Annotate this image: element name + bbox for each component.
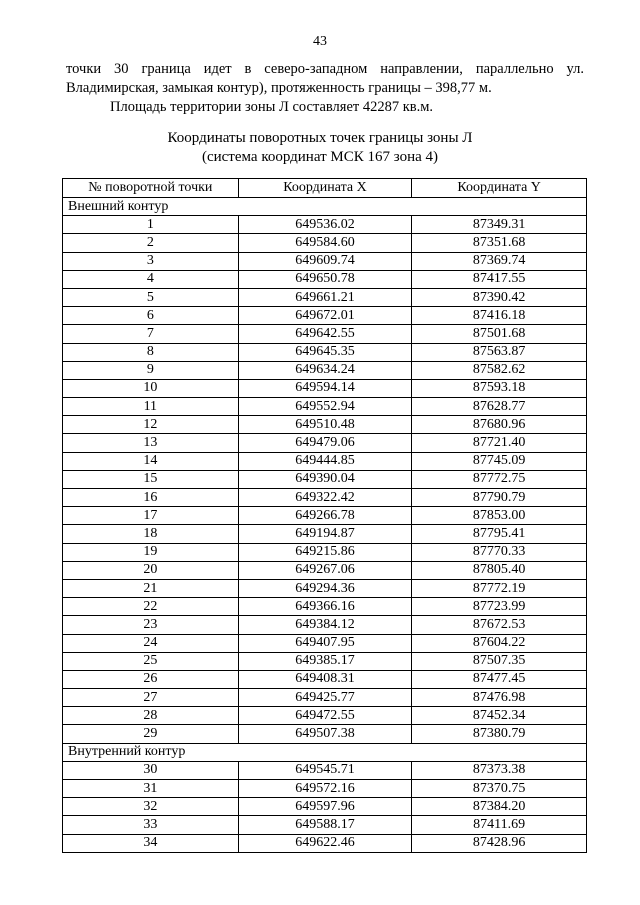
table-row <box>63 343 587 361</box>
point-number-cell: 21 <box>63 579 239 597</box>
point-number-cell: 27 <box>63 689 239 707</box>
coordinate-y-cell: 87593.18 <box>412 379 587 397</box>
table-row <box>63 543 587 561</box>
table-row <box>63 525 587 543</box>
point-number-cell: 30 <box>63 761 239 779</box>
coordinate-x-cell: 649572.16 <box>238 780 412 798</box>
coordinate-y-cell: 87369.74 <box>412 252 587 270</box>
coordinate-x-cell: 649507.38 <box>238 725 412 743</box>
table-body <box>63 198 587 853</box>
coordinate-x-cell: 649672.01 <box>238 307 412 325</box>
coordinate-y-cell: 87373.38 <box>412 761 587 779</box>
coordinate-x-cell: 649634.24 <box>238 361 412 379</box>
section-row <box>63 198 587 216</box>
coordinate-y-cell: 87723.99 <box>412 598 587 616</box>
section-title: Внутренний контур <box>63 743 587 761</box>
point-number-cell: 26 <box>63 670 239 688</box>
section-title: Внешний контур <box>63 198 587 216</box>
coordinate-x-cell: 649545.71 <box>238 761 412 779</box>
point-number-cell: 13 <box>63 434 239 452</box>
table-row <box>63 761 587 779</box>
coordinate-x-cell: 649267.06 <box>238 561 412 579</box>
coordinate-y-cell: 87417.55 <box>412 270 587 288</box>
caption-line-2: (система координат МСК 167 зона 4) <box>201 149 439 165</box>
table-caption <box>0 129 640 167</box>
coordinate-x-cell: 649661.21 <box>238 288 412 306</box>
point-number-cell: 29 <box>63 725 239 743</box>
coordinate-y-cell: 87853.00 <box>412 507 587 525</box>
point-number-cell: 20 <box>63 561 239 579</box>
point-number-cell: 11 <box>63 398 239 416</box>
point-number-cell: 7 <box>63 325 239 343</box>
coordinate-x-cell: 649642.55 <box>238 325 412 343</box>
coordinate-y-cell: 87628.77 <box>412 398 587 416</box>
coordinate-x-cell: 649322.42 <box>238 489 412 507</box>
point-number-cell: 16 <box>63 489 239 507</box>
table-row <box>63 616 587 634</box>
coordinate-y-cell: 87795.41 <box>412 525 587 543</box>
coordinate-x-cell: 649384.12 <box>238 616 412 634</box>
table-row <box>63 489 587 507</box>
coordinate-x-cell: 649444.85 <box>238 452 412 470</box>
coordinate-y-cell: 87772.19 <box>412 579 587 597</box>
table-row <box>63 507 587 525</box>
page-number: 43 <box>313 34 327 49</box>
coordinate-y-cell: 87380.79 <box>412 725 587 743</box>
coordinate-y-cell: 87672.53 <box>412 616 587 634</box>
table-row <box>63 252 587 270</box>
table-row <box>63 780 587 798</box>
table-row <box>63 834 587 852</box>
header-coordinate-y: Координата Y <box>412 179 587 198</box>
coordinate-y-cell: 87790.79 <box>412 489 587 507</box>
coordinate-x-cell: 649407.95 <box>238 634 412 652</box>
header-coordinate-x: Координата X <box>238 179 412 198</box>
point-number-cell: 22 <box>63 598 239 616</box>
coordinate-x-cell: 649597.96 <box>238 798 412 816</box>
point-number-cell: 6 <box>63 307 239 325</box>
table-row <box>63 816 587 834</box>
coordinate-y-cell: 87721.40 <box>412 434 587 452</box>
coordinate-y-cell: 87370.75 <box>412 780 587 798</box>
coordinate-y-cell: 87604.22 <box>412 634 587 652</box>
coordinate-x-cell: 649479.06 <box>238 434 412 452</box>
coordinate-x-cell: 649536.02 <box>238 216 412 234</box>
point-number-cell: 14 <box>63 452 239 470</box>
section-row <box>63 743 587 761</box>
zone-area-paragraph: Площадь территории зоны Л составляет 42287 кв.м. <box>110 99 434 115</box>
coordinate-y-cell: 87476.98 <box>412 689 587 707</box>
table-row <box>63 579 587 597</box>
table-row <box>63 307 587 325</box>
point-number-cell: 19 <box>63 543 239 561</box>
table-row <box>63 325 587 343</box>
coordinate-y-cell: 87680.96 <box>412 416 587 434</box>
point-number-cell: 33 <box>63 816 239 834</box>
point-number-cell: 8 <box>63 343 239 361</box>
coordinate-x-cell: 649609.74 <box>238 252 412 270</box>
table-row <box>63 416 587 434</box>
coordinate-x-cell: 649366.16 <box>238 598 412 616</box>
coordinate-x-cell: 649650.78 <box>238 270 412 288</box>
coordinate-x-cell: 649294.36 <box>238 579 412 597</box>
point-number-cell: 23 <box>63 616 239 634</box>
table-row <box>63 689 587 707</box>
table-row <box>63 798 587 816</box>
table-row <box>63 634 587 652</box>
point-number-cell: 31 <box>63 780 239 798</box>
table-row <box>63 216 587 234</box>
coordinate-y-cell: 87452.34 <box>412 707 587 725</box>
table-row <box>63 725 587 743</box>
coordinate-y-cell: 87501.68 <box>412 325 587 343</box>
coordinate-y-cell: 87477.45 <box>412 670 587 688</box>
coordinate-x-cell: 649194.87 <box>238 525 412 543</box>
table-row <box>63 561 587 579</box>
coordinate-y-cell: 87770.33 <box>412 543 587 561</box>
coordinate-x-cell: 649472.55 <box>238 707 412 725</box>
point-number-cell: 1 <box>63 216 239 234</box>
point-number-cell: 17 <box>63 507 239 525</box>
boundary-description-paragraph: точки 30 граница идет в северо-западном направлении, параллельно ул. Владимирская, замыкая контур), протяженность границы – 398,77 м. <box>66 61 584 96</box>
point-number-cell: 10 <box>63 379 239 397</box>
coordinate-y-cell: 87507.35 <box>412 652 587 670</box>
coordinate-y-cell: 87582.62 <box>412 361 587 379</box>
coordinate-x-cell: 649510.48 <box>238 416 412 434</box>
point-number-cell: 18 <box>63 525 239 543</box>
coordinate-x-cell: 649588.17 <box>238 816 412 834</box>
point-number-cell: 4 <box>63 270 239 288</box>
coordinate-x-cell: 649390.04 <box>238 470 412 488</box>
table-row <box>63 288 587 306</box>
coordinate-y-cell: 87351.68 <box>412 234 587 252</box>
coordinate-y-cell: 87349.31 <box>412 216 587 234</box>
point-number-cell: 28 <box>63 707 239 725</box>
table-row <box>63 234 587 252</box>
coordinate-y-cell: 87563.87 <box>412 343 587 361</box>
coordinate-y-cell: 87390.42 <box>412 288 587 306</box>
coordinate-y-cell: 87772.75 <box>412 470 587 488</box>
coordinate-x-cell: 649385.17 <box>238 652 412 670</box>
table-row <box>63 434 587 452</box>
coordinate-y-cell: 87416.18 <box>412 307 587 325</box>
point-number-cell: 34 <box>63 834 239 852</box>
coordinate-y-cell: 87411.69 <box>412 816 587 834</box>
coordinate-y-cell: 87805.40 <box>412 561 587 579</box>
point-number-cell: 24 <box>63 634 239 652</box>
header-point-number: № поворотной точки <box>63 179 239 198</box>
table-row <box>63 361 587 379</box>
point-number-cell: 32 <box>63 798 239 816</box>
coordinate-x-cell: 649645.35 <box>238 343 412 361</box>
table-row <box>63 470 587 488</box>
point-number-cell: 12 <box>63 416 239 434</box>
coordinates-table <box>62 178 587 853</box>
table-row <box>63 379 587 397</box>
point-number-cell: 3 <box>63 252 239 270</box>
coordinate-y-cell: 87384.20 <box>412 798 587 816</box>
coordinate-x-cell: 649584.60 <box>238 234 412 252</box>
point-number-cell: 2 <box>63 234 239 252</box>
table-row <box>63 707 587 725</box>
coordinate-x-cell: 649622.46 <box>238 834 412 852</box>
table-header-row <box>63 179 587 198</box>
table-row <box>63 598 587 616</box>
table-row <box>63 670 587 688</box>
point-number-cell: 15 <box>63 470 239 488</box>
table-row <box>63 652 587 670</box>
coordinate-y-cell: 87745.09 <box>412 452 587 470</box>
table-row <box>63 398 587 416</box>
coordinate-x-cell: 649425.77 <box>238 689 412 707</box>
coordinate-x-cell: 649215.86 <box>238 543 412 561</box>
coordinate-x-cell: 649408.31 <box>238 670 412 688</box>
point-number-cell: 9 <box>63 361 239 379</box>
table-row <box>63 270 587 288</box>
coordinate-x-cell: 649266.78 <box>238 507 412 525</box>
coordinate-y-cell: 87428.96 <box>412 834 587 852</box>
point-number-cell: 5 <box>63 288 239 306</box>
coordinate-x-cell: 649594.14 <box>238 379 412 397</box>
table-row <box>63 452 587 470</box>
point-number-cell: 25 <box>63 652 239 670</box>
coordinate-x-cell: 649552.94 <box>238 398 412 416</box>
caption-line-1: Координаты поворотных точек границы зоны Л <box>167 130 473 146</box>
